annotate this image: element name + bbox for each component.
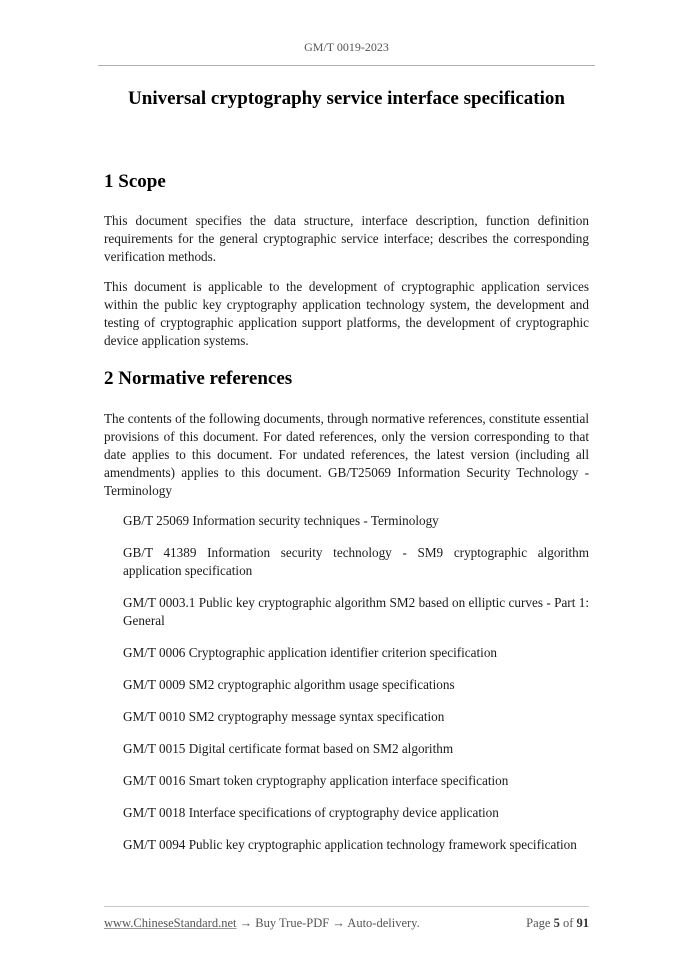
running-header-doc-code: GM/T 0019-2023 [304,40,389,54]
page-footer [104,916,589,931]
footer-promo [104,916,420,931]
reference-list [104,512,589,854]
scope-paragraph-1: This document specifies the data structure, interface description, function definition requirements for the general cryptographic service interface; describes the corresponding verification methods. [104,213,589,264]
footer-promo-text: → Buy True-PDF → Auto-delivery. [236,916,420,930]
page-label: Page [526,916,551,930]
reference-item: GM/T 0006 Cryptographic application identifier criterion specification [123,645,498,660]
reference-item: GB/T 41389 Information security technology - SM9 cryptographic algorithm application specification [123,545,589,578]
chinesestandard-link[interactable]: www.ChineseStandard.net [104,916,237,930]
section-heading-scope: 1 Scope [104,171,166,192]
reference-item: GM/T 0015 Digital certificate format based on SM2 algorithm [123,741,454,756]
reference-item: GM/T 0009 SM2 cryptographic algorithm usage specifications [123,677,455,692]
page-body [104,170,589,854]
document-title: Universal cryptography service interface specification [128,88,565,109]
reference-item: GM/T 0016 Smart token cryptography application interface specification [123,773,509,788]
reference-item: GM/T 0094 Public key cryptographic application technology framework specification [123,837,577,852]
page-total: 91 [576,916,589,930]
section-heading-normative-references: 2 Normative references [104,368,293,389]
reference-item: GM/T 0003.1 Public key cryptographic algorithm SM2 based on elliptic curves - Part 1: General [123,595,589,628]
reference-item: GB/T 25069 Information security techniques - Terminology [123,513,439,528]
footer-divider [104,906,589,907]
reference-item: GM/T 0010 SM2 cryptography message syntax specification [123,709,445,724]
reference-item: GM/T 0018 Interface specifications of cryptography device application [123,805,499,820]
scope-paragraph-2: This document is applicable to the development of cryptographic application services within the public key cryptography application technology system, the development and testing of cryptographic application support platforms, the development of cryptographic device application systems. [104,279,589,348]
header-divider [98,65,595,66]
page-of-label: of [562,916,574,930]
page-current: 5 [553,916,560,930]
page-number [526,916,589,931]
normative-references-intro: The contents of the following documents, through normative references, constitute essential provisions of this document. For dated references, only the version corresponding to that date applies to this document. For undated references, the latest version (including all amendments) applies to this document. GB/T25069 Information Security Technology - Terminology [104,411,589,498]
